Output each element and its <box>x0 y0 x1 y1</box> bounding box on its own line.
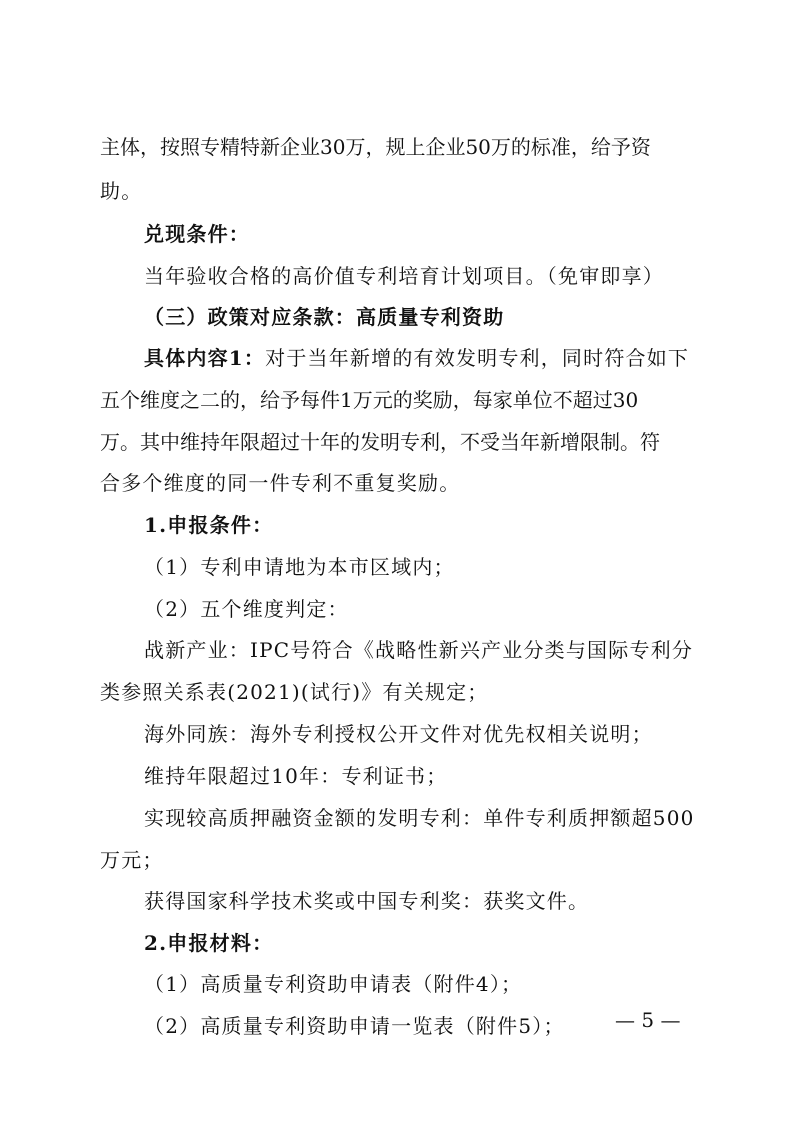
paragraph-line: 当年验收合格的高价值专利培育计划项目。（免审即享） <box>144 264 664 288</box>
heading-redeem-conditions: 兑现条件： <box>144 222 250 246</box>
list-item: （2）五个维度判定： <box>144 597 349 621</box>
heading-content-label: 具体内容1： <box>144 346 266 370</box>
paragraph-line: 主体，按照专精特新企业30万，规上企业50万的标准，给予资 <box>100 135 651 159</box>
heading-apply-materials: 2.申报材料： <box>144 931 274 955</box>
paragraph-text: 对于当年新增的有效发明专利，同时符合如下 <box>265 346 690 370</box>
list-item: （2）高质量专利资助申请一览表（附件5）； <box>144 1014 565 1038</box>
paragraph-line: 万元； <box>100 848 164 872</box>
page-number: — 5 — <box>615 1008 681 1032</box>
paragraph-line: 万。其中维持年限超过十年的发明专利，不受当年新增限制。符 <box>100 430 660 454</box>
paragraph-line: 类参照关系表(2021)(试行)》有关规定； <box>100 680 489 704</box>
paragraph-line: 战新产业：IPC号符合《战略性新兴产业分类与国际专利分 <box>144 638 694 662</box>
heading-apply-conditions: 1.申报条件： <box>144 513 274 537</box>
paragraph-line: 合多个维度的同一件专利不重复奖励。 <box>100 471 461 495</box>
heading-section-3: （三）政策对应条款：高质量专利资助 <box>144 305 505 329</box>
paragraph-line: 助。 <box>100 179 143 203</box>
paragraph-line: 海外同族：海外专利授权公开文件对优先权相关说明； <box>144 722 653 746</box>
paragraph-line: 获得国家科学技术奖或中国专利奖：获奖文件。 <box>144 889 590 913</box>
paragraph-line: 实现较高质押融资金额的发明专利：单件专利质押额超500 <box>144 806 695 830</box>
paragraph-line: 五个维度之二的，给予每件1万元的奖励，每家单位不超过30 <box>100 388 639 412</box>
list-item: （1）高质量专利资助申请表（附件4）； <box>144 972 523 996</box>
paragraph-line: 维持年限超过10年：专利证书； <box>144 764 448 788</box>
content-paragraph-first-line <box>144 346 689 370</box>
list-item: （1）专利申请地为本市区域内； <box>144 555 455 579</box>
